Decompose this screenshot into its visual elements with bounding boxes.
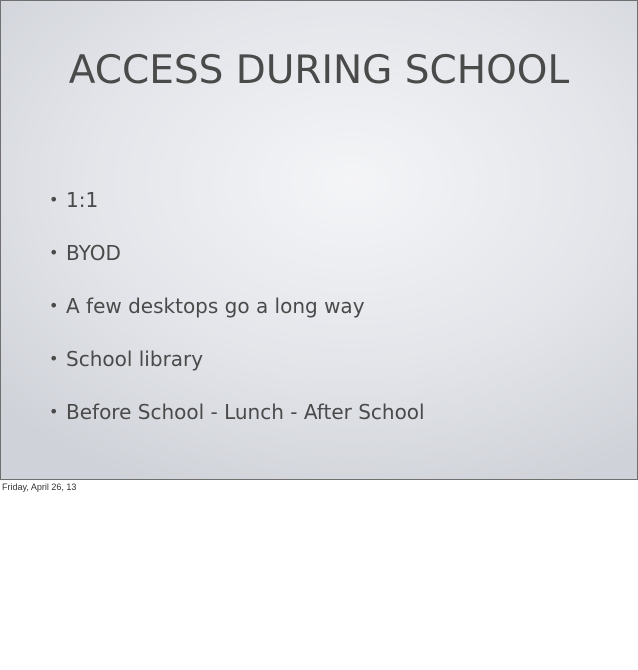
bullet-text: 1:1 [66, 187, 99, 212]
bullet-text: School library [66, 346, 204, 371]
bullet-item [49, 226, 425, 279]
bullet-list [49, 173, 425, 438]
bullet-item [49, 173, 425, 226]
bullet-dot-icon: • [49, 349, 59, 368]
bullet-item [49, 385, 425, 438]
bullet-text: Before School - Lunch - After School [66, 399, 425, 424]
bullet-text: A few desktops go a long way [66, 293, 365, 318]
slide-title: ACCESS DURING SCHOOL [68, 48, 570, 93]
bullet-text: BYOD [66, 240, 121, 265]
footer-date: Friday, April 26, 13 [2, 482, 77, 492]
bullet-dot-icon: • [49, 190, 59, 209]
bullet-dot-icon: • [49, 402, 59, 421]
bullet-dot-icon: • [49, 243, 59, 262]
bullet-item [49, 279, 425, 332]
bullet-item [49, 332, 425, 385]
bullet-dot-icon: • [49, 296, 59, 315]
